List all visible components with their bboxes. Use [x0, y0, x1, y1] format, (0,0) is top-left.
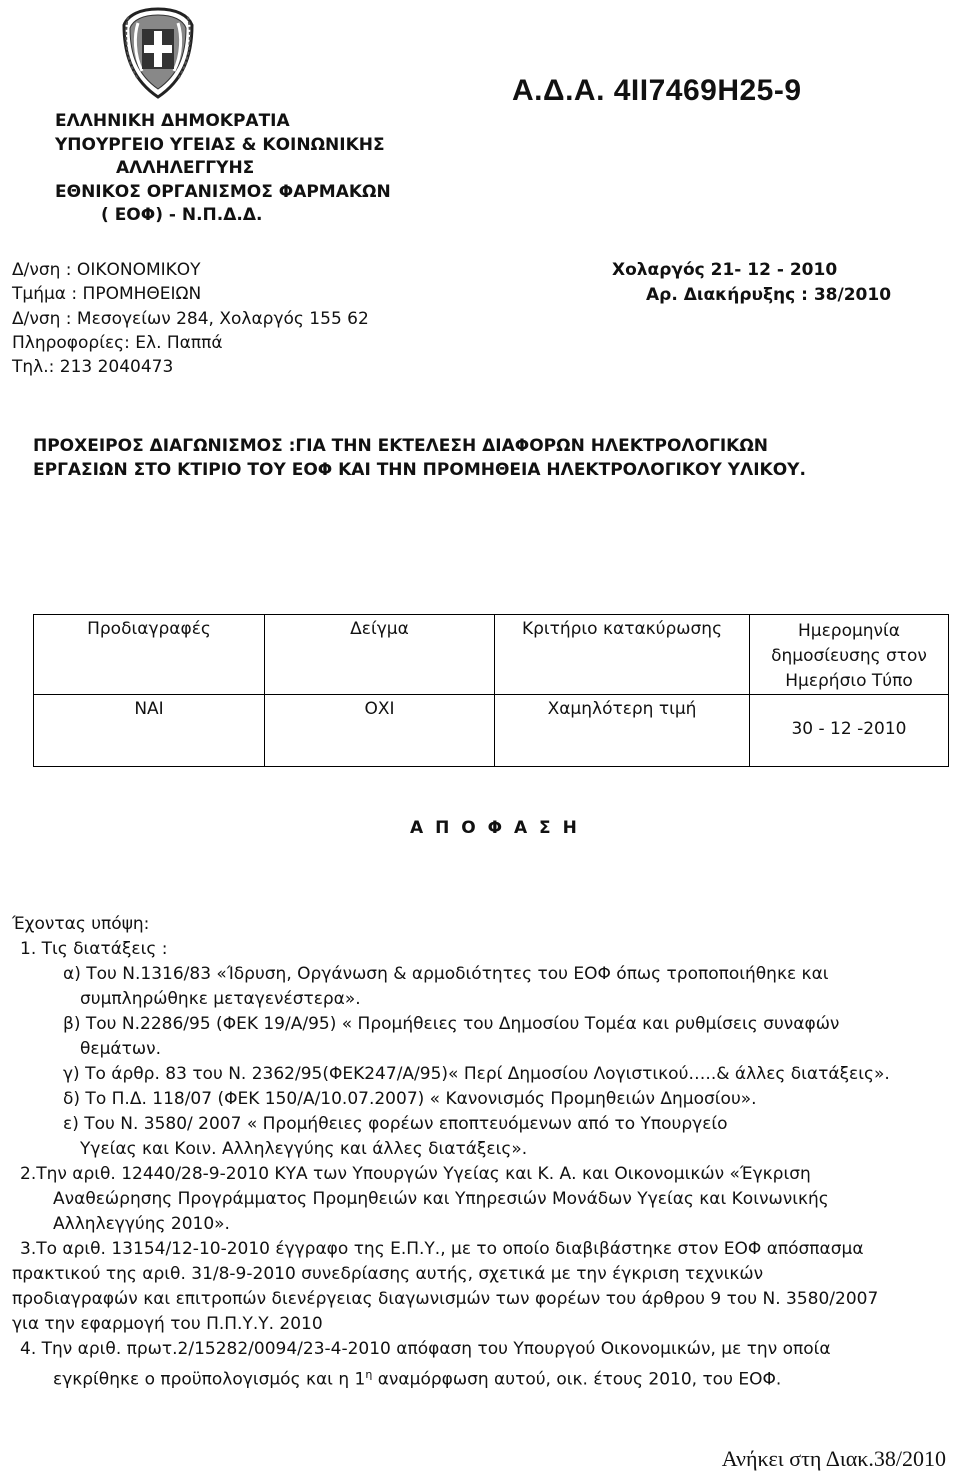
table-cell: ΝΑΙ — [34, 695, 265, 767]
superscript: η — [365, 1368, 373, 1381]
table-row — [34, 695, 949, 767]
declaration-number: Αρ. Διακήρυξης : 38/2010 — [646, 285, 892, 305]
title-line: ΕΡΓΑΣΙΩΝ ΣΤΟ ΚΤΙΡΙΟ ΤΟΥ ΕΟΦ ΚΑΙ ΤΗΝ ΠΡΟΜΗΘΕΙΑ ΗΛΕΚΤΡΟΛΟΓΙΚΟΥ ΥΛΙΚΟΥ. — [33, 460, 806, 480]
contact-info-block — [12, 258, 369, 379]
phone-line: Τηλ.: 213 2040473 — [12, 357, 174, 378]
clause-line: 3.Το αριθ. 13154/12-10-2010 έγγραφο της Ε.Π.Υ., με το οποίο διαβιβάστηκε στον ΕΟΦ απόσπασμα — [20, 1239, 864, 1259]
table-cell: 30 - 12 -2010 — [750, 695, 949, 767]
decision-heading: Α Π Ο Φ Α Σ Η — [410, 818, 579, 838]
clause-line: θεμάτων. — [80, 1039, 161, 1059]
decision-intro: Έχοντας υπόψη: — [12, 914, 150, 934]
clause-line: α) Του Ν.1316/83 «Ίδρυση, Οργάνωση & αρμοδιότητες του ΕΟΦ όπως τροποποιήθηκε και — [63, 964, 829, 984]
address-line: Δ/νση : Μεσογείων 284, Χολαργός 155 62 — [12, 308, 369, 329]
clause-line: 2.Την αριθ. 12440/28-9-2010 ΚΥΑ των Υπουργών Υγείας και Κ. Α. και Οικονομικών «Έγκριση — [20, 1164, 811, 1184]
contact-person-line: Πληροφορίες: Ελ. Παππά — [12, 332, 223, 353]
clause-line: Υγείας και Κοιν. Αλληλεγγύης και άλλες διατάξεις». — [80, 1139, 528, 1159]
org-line: ΕΘΝΙΚΟΣ ΟΡΓΑΝΙΣΜΟΣ ΦΑΡΜΑΚΩΝ — [55, 181, 391, 202]
clause-line — [12, 1362, 890, 1393]
decision-body — [12, 937, 890, 1393]
org-line: ΕΛΛΗΝΙΚΗ ΔΗΜΟΚΡΑΤΙΑ — [55, 111, 290, 131]
clause-line: 1. Τις διατάξεις : — [20, 939, 168, 959]
clause-line: για την εφαρμογή του Π.Π.Υ.Υ. 2010 — [12, 1314, 323, 1334]
specifications-table — [33, 614, 949, 767]
clause-line: δ) Το Π.Δ. 118/07 (ΦΕΚ 150/Α/10.07.2007) « Κανονισμός Προμηθειών Δημοσίου». — [63, 1089, 757, 1109]
clause-line: β) Του Ν.2286/95 (ΦΕΚ 19/Α/95) « Προμήθειες του Δημοσίου Τομέα και ρυθμίσεις συναφών — [63, 1014, 840, 1034]
org-line: ΑΛΛΗΛΕΓΓΥΗΣ — [116, 158, 255, 179]
organization-block — [55, 110, 391, 228]
clause-line: Αναθεώρησης Προγράμματος Προμηθειών και Υπηρεσιών Μονάδων Υγείας και Κοινωνικής — [53, 1189, 829, 1209]
clause-line: πρακτικού της αριθ. 31/8-9-2010 συνεδρίασης αυτής, σχετικά με την έγκριση τεχνικών — [12, 1264, 764, 1284]
clause-text: αναμόρφωση αυτού, οικ. έτους 2010, του ΕΟΦ. — [372, 1369, 782, 1390]
footer-note: Ανήκει στη Διακ.38/2010 — [721, 1446, 946, 1471]
clause-text: εγκρίθηκε ο προϋπολογισμός και η 1 — [53, 1369, 366, 1390]
header-cell — [750, 615, 949, 695]
clause-line: 4. Την αριθ. πρωτ.2/15282/0094/23-4-2010 απόφαση του Υπουργού Οικονομικών, με την οποία — [20, 1339, 831, 1359]
table-cell: ΟΧΙ — [265, 695, 495, 767]
header-cell-line: Ημερομηνία — [797, 621, 901, 641]
ada-code: Α.Δ.Α. 4ΙΙ7469Η25-9 — [512, 74, 802, 107]
clause-line: προδιαγραφών και επιτροπών διενέργειας διαγωνισμών των φορέων του άρθρου 9 του Ν. 3580/2007 — [12, 1289, 879, 1309]
table-cell: Χαμηλότερη τιμή — [495, 695, 750, 767]
title-line: ΠΡΟΧΕΙΡΟΣ ΔΙΑΓΩΝΙΣΜΟΣ :ΓΙΑ ΤΗΝ ΕΚΤΕΛΕΣΗ ΔΙΑΦΟΡΩΝ ΗΛΕΚΤΡΟΛΟΓΙΚΩΝ — [33, 436, 769, 456]
greek-coat-of-arms-emblem — [118, 5, 198, 101]
place-date: Χολαργός 21- 12 - 2010 — [612, 260, 838, 280]
department-line: Δ/νση : ΟΙΚΟΝΟΜΙΚΟΥ — [12, 260, 201, 280]
header-cell: Κριτήριο κατακύρωσης — [495, 615, 750, 695]
clause-line: γ) Το άρθρ. 83 του Ν. 2362/95(ΦΕΚ247/Α/95)« Περί Δημοσίου Λογιστικού…..& άλλες διατάξεις». — [63, 1064, 890, 1084]
header-cell: Δείγμα — [265, 615, 495, 695]
table-header-row — [34, 615, 949, 695]
header-cell-line: Ημερήσιο Τύπο — [785, 671, 913, 691]
org-line: ΥΠΟΥΡΓΕΙΟ ΥΓΕΙΑΣ & ΚΟΙΝΩΝΙΚΗΣ — [55, 134, 385, 155]
clause-line: ε) Του Ν. 3580/ 2007 « Προμήθειες φορέων εποπτευόμενων από το Υπουργείο — [63, 1114, 728, 1134]
org-line: ( ΕΟΦ) - Ν.Π.Δ.Δ. — [101, 205, 263, 226]
header-cell: Προδιαγραφές — [34, 615, 265, 695]
clause-line: συμπληρώθηκε μεταγενέστερα». — [80, 989, 361, 1009]
document-title — [33, 434, 806, 482]
section-line: Τμήμα : ΠΡΟΜΗΘΕΙΩΝ — [12, 284, 202, 305]
clause-line: Αλληλεγγύης 2010». — [53, 1214, 230, 1234]
header-cell-line: δημοσίευσης στον — [771, 646, 927, 666]
